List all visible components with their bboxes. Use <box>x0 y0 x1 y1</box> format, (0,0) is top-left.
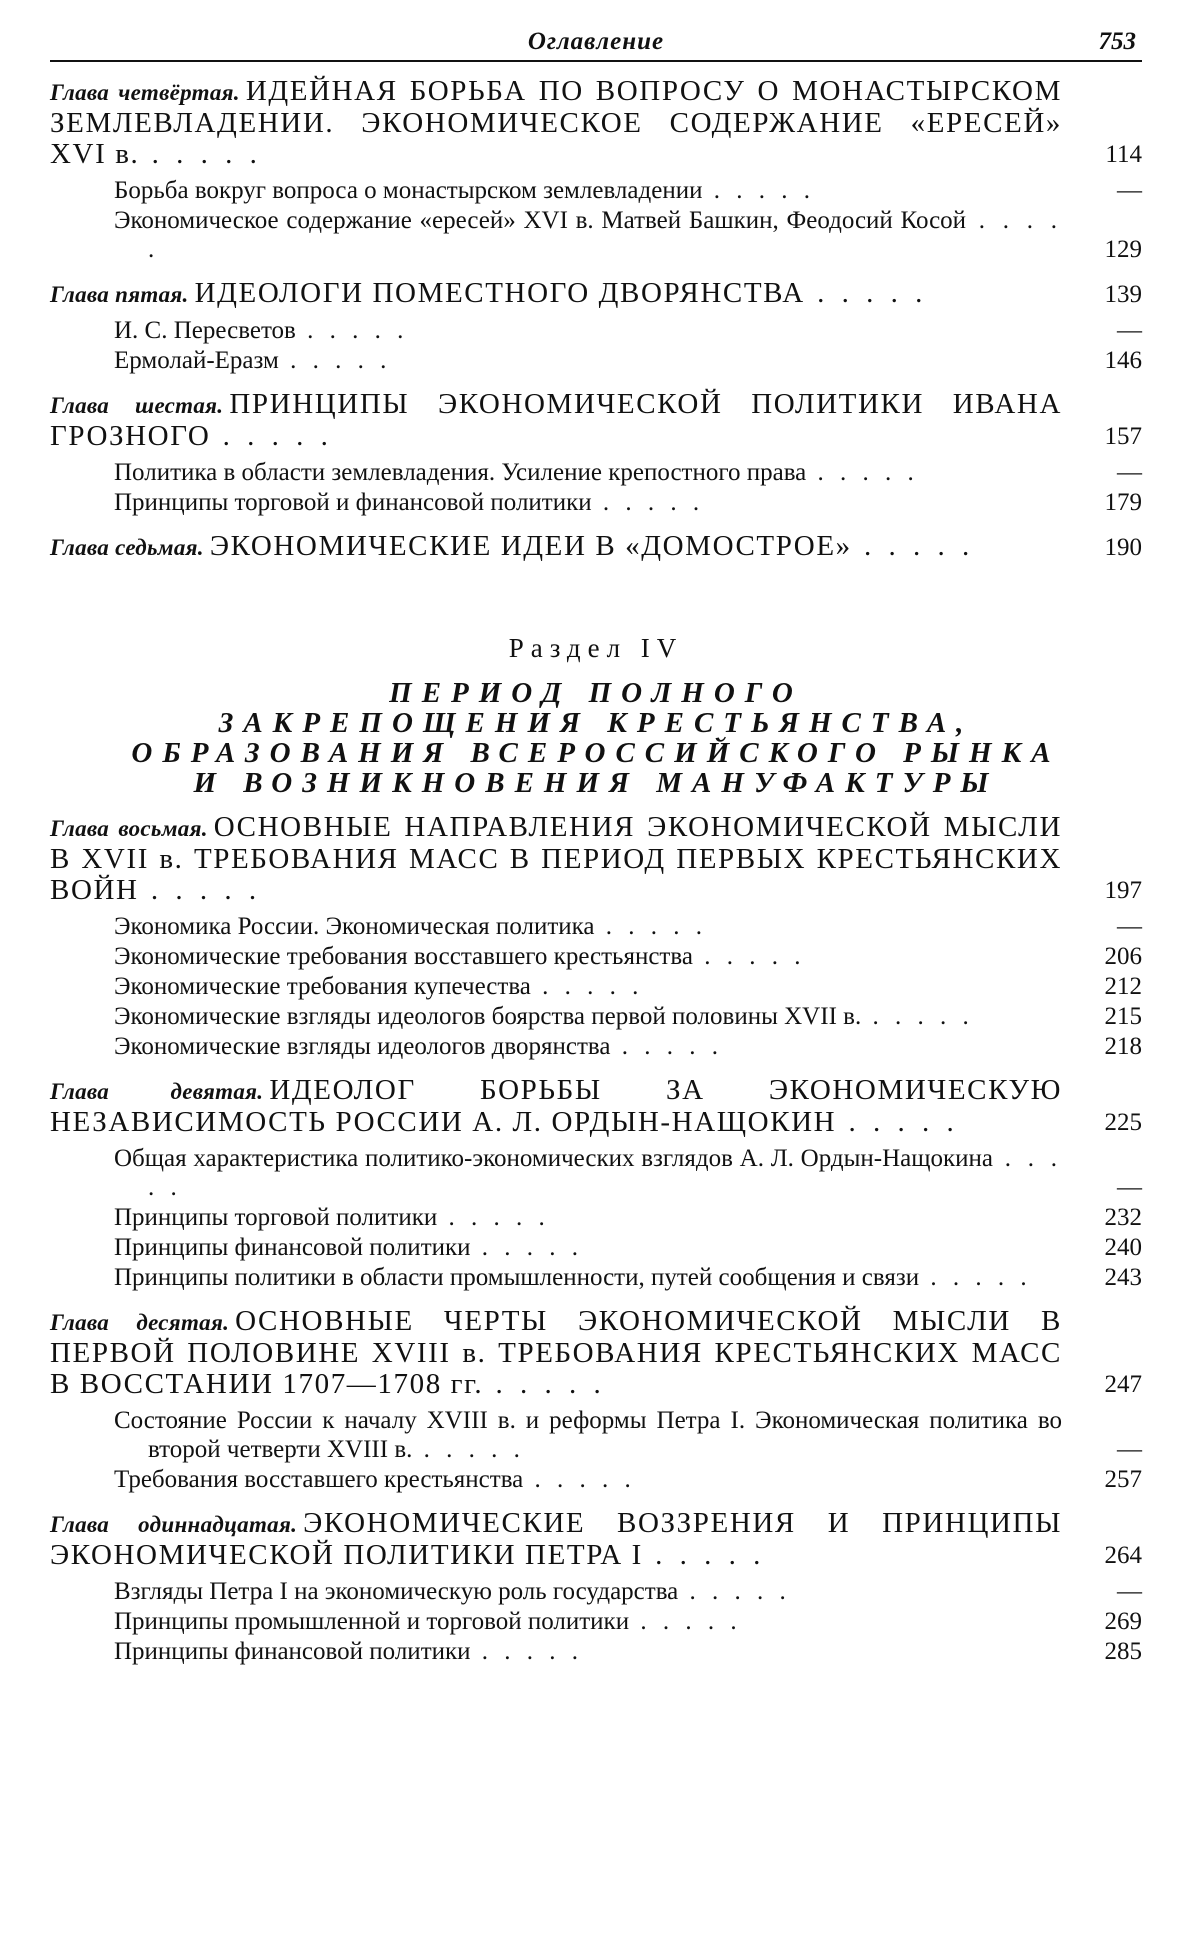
subsection-page-number: 146 <box>1104 347 1142 374</box>
chapters-before-section <box>50 76 1142 563</box>
subsection-page-number: 215 <box>1104 1003 1142 1030</box>
subsection-entry[interactable] <box>114 1607 1142 1636</box>
subsection-page-number: 257 <box>1104 1466 1142 1493</box>
subsection-title: Экономические взгляды идеологов дворянства <box>114 1033 611 1060</box>
dot-leader: . . . . . <box>483 1368 606 1400</box>
subsection-entry[interactable] <box>114 458 1142 487</box>
subsection-text <box>114 346 1062 375</box>
subsection-entry[interactable] <box>114 972 1142 1001</box>
chapter-page-number: 114 <box>1105 141 1142 168</box>
subsection-title: Принципы финансовой политики <box>114 1638 471 1665</box>
section-heading <box>50 633 1142 798</box>
subsection-page-number: 285 <box>1104 1638 1142 1665</box>
dot-leader: . . . . . <box>851 530 975 562</box>
subsection-entry[interactable] <box>114 1263 1142 1292</box>
subsection-entry[interactable] <box>114 1406 1142 1464</box>
dot-leader: . . . . . <box>919 1264 1032 1291</box>
subsection-title: Борьба вокруг вопроса о монастырском землевладении <box>114 177 703 204</box>
subsection-entry[interactable] <box>114 912 1142 941</box>
subsection-list <box>50 1577 1142 1666</box>
chapter-text <box>50 278 1062 310</box>
dot-leader: . . . . . <box>210 420 333 452</box>
subsection-list <box>50 316 1142 375</box>
subsection-title: Состояние России к началу XVIII в. и реформы Петра I. Экономическая политика во второй четверти XVIII в. <box>114 1407 1062 1463</box>
subsection-page-number: — <box>1117 459 1142 486</box>
subsection-title: Экономические требования купечества <box>114 973 531 1000</box>
chapter-text <box>50 76 1062 170</box>
subsection-page-number: 179 <box>1104 489 1142 516</box>
subsection-text <box>114 1233 1062 1262</box>
subsection-text <box>114 1144 1062 1202</box>
subsection-entry[interactable] <box>114 346 1142 375</box>
dot-leader: . . . . . <box>148 207 1062 263</box>
chapter-title: ОСНОВНЫЕ НАПРАВЛЕНИЯ ЭКОНОМИЧЕСКОЙ МЫСЛИ В XVII в. ТРЕБОВАНИЯ МАСС В ПЕРИОД ПЕРВЫХ КРЕСТЬЯНСКИХ ВОЙН <box>50 811 1062 906</box>
section-title <box>50 678 1142 798</box>
chapter-text <box>50 1508 1062 1571</box>
subsection-title: Принципы промышленной и торговой политики <box>114 1608 630 1635</box>
chapter-entry[interactable] <box>50 812 1142 906</box>
subsection-text <box>114 176 1062 205</box>
chapter-text <box>50 812 1062 906</box>
header-page-number: 753 <box>1098 28 1136 55</box>
dot-leader: . . . . . <box>437 1204 550 1231</box>
dot-leader: . . . . . <box>678 1578 791 1605</box>
dot-leader: . . . . . <box>692 943 806 970</box>
subsection-entry[interactable] <box>114 1637 1142 1666</box>
subsection-page-number: 129 <box>1104 236 1142 263</box>
subsection-page-number: 206 <box>1104 943 1142 970</box>
chapter-title: ИДЕЙНАЯ БОРЬБА ПО ВОПРОСУ О МОНАСТЫРСКОМ ЗЕМЛЕВЛАДЕНИИ. ЭКОНОМИЧЕСКОЕ СОДЕРЖАНИЕ «ЕРЕСЕЙ» XVI в. <box>50 75 1062 170</box>
subsection-page-number: — <box>1117 1174 1142 1201</box>
chapters-after-section <box>50 812 1142 1666</box>
subsection-text <box>114 1203 1062 1232</box>
subsection-text <box>114 1637 1062 1666</box>
subsection-list <box>50 1406 1142 1494</box>
subsection-list <box>50 1144 1142 1292</box>
dot-leader: . . . . . <box>702 177 815 204</box>
subsection-entry[interactable] <box>114 1203 1142 1232</box>
dot-leader: . . . . . <box>278 347 392 374</box>
subsection-text <box>114 1263 1062 1292</box>
dot-leader: . . . . . <box>804 277 928 309</box>
subsection-page-number: 232 <box>1104 1204 1142 1231</box>
section-title-line: ЗАКРЕПОЩЕНИЯ КРЕСТЬЯНСТВА, <box>218 707 974 739</box>
subsection-entry[interactable] <box>114 316 1142 345</box>
chapter-page-number: 139 <box>1104 281 1142 308</box>
dot-leader: . . . . . <box>148 1145 1063 1201</box>
dot-leader: . . . . . <box>530 973 644 1000</box>
subsection-page-number: — <box>1117 177 1142 204</box>
subsection-text <box>114 488 1062 517</box>
subsection-entry[interactable] <box>114 1032 1142 1061</box>
subsection-text <box>114 1032 1062 1061</box>
chapter-title: ПРИНЦИПЫ ЭКОНОМИЧЕСКОЙ ПОЛИТИКИ ИВАНА ГРОЗНОГО <box>50 388 1062 452</box>
subsection-title: Политика в области землевладения. Усиление крепостного права <box>114 459 807 486</box>
dot-leader: . . . . . <box>591 489 705 516</box>
subsection-text <box>114 206 1062 264</box>
chapter-title: ИДЕОЛОГ БОРЬБЫ ЗА ЭКОНОМИЧЕСКУЮ НЕЗАВИСИМОСТЬ РОССИИ А. Л. ОРДЫН-НАЩОКИН <box>50 1074 1062 1138</box>
subsection-list <box>50 176 1142 264</box>
dot-leader: . . . . . <box>629 1608 742 1635</box>
chapter-entry[interactable] <box>50 1508 1142 1571</box>
subsection-text <box>114 1465 1062 1494</box>
section-title-line: И ВОЗНИКНОВЕНИЯ МАНУФАКТУРЫ <box>193 767 999 799</box>
dot-leader: . . . . . <box>861 1003 974 1030</box>
subsection-text <box>114 1406 1062 1464</box>
subsection-text <box>114 972 1062 1001</box>
chapter-label: Глава четвёртая. <box>50 80 240 105</box>
subsection-entry[interactable] <box>114 488 1142 517</box>
subsection-list <box>50 458 1142 517</box>
chapter-text <box>50 389 1062 452</box>
dot-leader: . . . . . <box>470 1638 584 1665</box>
chapter-label: Глава шестая. <box>50 393 224 418</box>
subsection-entry[interactable] <box>114 1233 1142 1262</box>
chapter-entry[interactable] <box>50 76 1142 170</box>
chapter-page-number: 157 <box>1104 423 1142 450</box>
subsection-page-number: 212 <box>1104 973 1142 1000</box>
subsection-title: Принципы торговой и финансовой политики <box>114 489 592 516</box>
subsection-title: Принципы финансовой политики <box>114 1234 471 1261</box>
dot-leader: . . . . . <box>594 913 708 940</box>
chapter-title: ОСНОВНЫЕ ЧЕРТЫ ЭКОНОМИЧЕСКОЙ МЫСЛИ В ПЕРВОЙ ПОЛОВИНЕ XVIII в. ТРЕБОВАНИЯ КРЕСТЬЯНСКИХ МАСС В ВОССТАНИИ 1707—1708 гг. <box>50 1305 1062 1400</box>
chapter-page-number: 247 <box>1104 1371 1142 1398</box>
subsection-text <box>114 458 1062 487</box>
subsection-title: Общая характеристика политико-экономических взглядов А. Л. Ордын-Нащокина <box>114 1145 994 1172</box>
header-title: Оглавление <box>527 28 665 55</box>
chapter-entry[interactable] <box>50 1306 1142 1400</box>
chapter-label: Глава одиннадцатая. <box>50 1512 298 1537</box>
subsection-page-number: 218 <box>1104 1033 1142 1060</box>
subsection-entry[interactable] <box>114 942 1142 971</box>
subsection-title: Требования восставшего крестьянства <box>114 1466 524 1493</box>
subsection-text <box>114 316 1062 345</box>
subsection-page-number: 243 <box>1104 1264 1142 1291</box>
section-title-line: ПЕРИОД ПОЛНОГО <box>389 677 803 709</box>
subsection-title: И. С. Пересветов <box>114 317 296 344</box>
subsection-title: Экономическое содержание «ересей» XVI в. Матвей Башкин, Феодосий Косой <box>114 207 967 234</box>
subsection-entry[interactable] <box>114 176 1142 205</box>
dot-leader: . . . . . <box>138 874 262 906</box>
chapter-page-number: 190 <box>1104 534 1142 561</box>
chapter-entry[interactable] <box>50 1075 1142 1138</box>
chapter-label: Глава восьмая. <box>50 816 208 841</box>
chapter-text <box>50 1306 1062 1400</box>
chapter-text <box>50 1075 1062 1138</box>
chapter-page-number: 197 <box>1104 877 1142 904</box>
subsection-page-number: — <box>1117 1436 1142 1463</box>
subsection-title: Ермолай-Еразм <box>114 347 279 374</box>
chapter-label: Глава пятая. <box>50 282 189 307</box>
chapter-entry[interactable] <box>50 531 1142 563</box>
toc-page <box>50 26 1142 1666</box>
subsection-text <box>114 1002 1062 1031</box>
subsection-title: Принципы политики в области промышленности, путей сообщения и связи <box>114 1264 920 1291</box>
section-number: Раздел IV <box>508 633 684 663</box>
section-title-line: ОБРАЗОВАНИЯ ВСЕРОССИЙСКОГО РЫНКА <box>131 737 1061 769</box>
subsection-text <box>114 1577 1062 1606</box>
subsection-page-number: — <box>1117 1578 1142 1605</box>
dot-leader: . . . . . <box>470 1234 584 1261</box>
subsection-page-number: 240 <box>1104 1234 1142 1261</box>
chapter-label: Глава седьмая. <box>50 535 204 560</box>
subsection-entry[interactable] <box>114 1144 1142 1202</box>
chapter-text <box>50 531 1062 563</box>
subsection-title: Принципы торговой политики <box>114 1204 438 1231</box>
subsection-page-number: — <box>1117 317 1142 344</box>
subsection-text <box>114 1607 1062 1636</box>
dot-leader: . . . . . <box>836 1106 959 1138</box>
chapter-entry[interactable] <box>50 278 1142 310</box>
subsection-title: Экономические взгляды идеологов боярства первой половины XVII в. <box>114 1003 862 1030</box>
subsection-title: Экономические требования восставшего крестьянства <box>114 943 693 970</box>
chapter-page-number: 225 <box>1104 1109 1142 1136</box>
subsection-text <box>114 912 1062 941</box>
subsection-list <box>50 912 1142 1061</box>
chapter-label: Глава десятая. <box>50 1310 230 1335</box>
dot-leader: . . . . . <box>412 1436 525 1463</box>
subsection-title: Экономика России. Экономическая политика <box>114 913 595 940</box>
dot-leader: . . . . . <box>610 1033 723 1060</box>
subsection-entry[interactable] <box>114 1465 1142 1494</box>
dot-leader: . . . . . <box>806 459 919 486</box>
subsection-text <box>114 942 1062 971</box>
subsection-page-number: 269 <box>1104 1608 1142 1635</box>
chapter-title: ИДЕОЛОГИ ПОМЕСТНОГО ДВОРЯНСТВА <box>194 277 805 309</box>
chapter-page-number: 264 <box>1104 1542 1142 1569</box>
chapter-title: ЭКОНОМИЧЕСКИЕ ВОЗЗРЕНИЯ И ПРИНЦИПЫ ЭКОНОМИЧЕСКОЙ ПОЛИТИКИ ПЕТРА I <box>50 1507 1062 1571</box>
dot-leader: . . . . . <box>523 1466 636 1493</box>
subsection-title: Взгляды Петра I на экономическую роль государства <box>114 1578 679 1605</box>
subsection-entry[interactable] <box>114 1002 1142 1031</box>
dot-leader: . . . . . <box>295 317 409 344</box>
dot-leader: . . . . . <box>139 138 262 170</box>
chapter-label: Глава девятая. <box>50 1079 264 1104</box>
running-header <box>50 26 1142 62</box>
chapter-entry[interactable] <box>50 389 1142 452</box>
chapter-title: ЭКОНОМИЧЕСКИЕ ИДЕИ В «ДОМОСТРОЕ» <box>209 530 852 562</box>
subsection-entry[interactable] <box>114 206 1142 264</box>
subsection-entry[interactable] <box>114 1577 1142 1606</box>
subsection-page-number: — <box>1117 913 1142 940</box>
dot-leader: . . . . . <box>642 1539 766 1571</box>
